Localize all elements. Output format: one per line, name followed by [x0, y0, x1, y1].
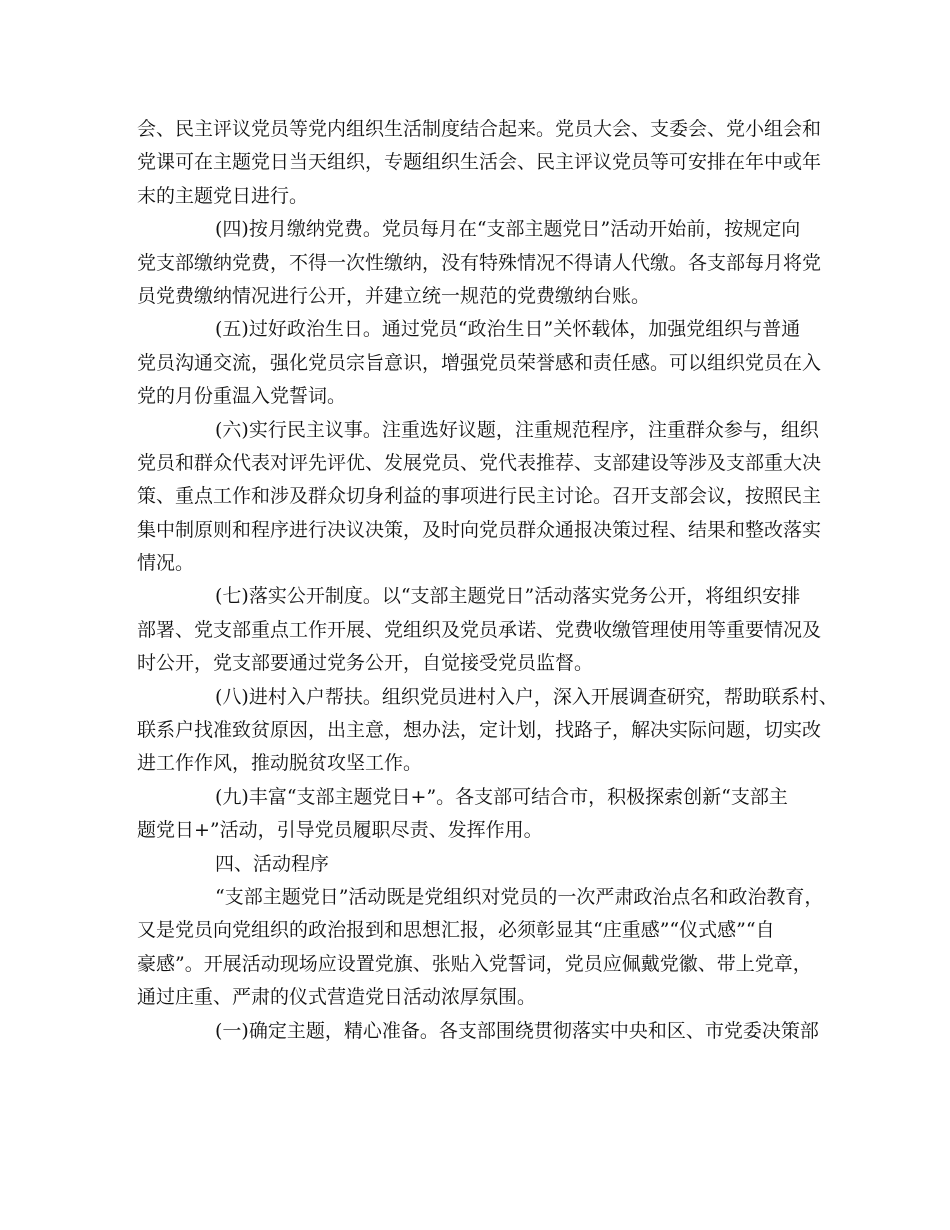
text-line: 通过庄重、严肃的仪式营造党日活动浓厚氛围。 [137, 986, 537, 1009]
text-line: 党的月份重温入党誓词。 [137, 385, 347, 408]
text-line: 党支部缴纳党费，不得一次性缴纳，没有特殊情况不得请人代缴。各支部每月将党 [137, 251, 822, 274]
paragraph-start-line: “支部主题党日”活动既是党组织对党员的一次严肃政治点名和政治教育， [215, 885, 824, 908]
paragraph-start-line: (六)实行民主议事。注重选好议题，注重规范程序，注重群众参与，组织 [215, 418, 819, 441]
text-line: 豪感”。开展活动现场应设置党旗、张贴入党誓词，党员应佩戴党徽、带上党章， [137, 952, 812, 975]
text-line: 集中制原则和程序进行决议决策，及时向党员群众通报决策过程、结果和整改落实 [137, 518, 822, 541]
paragraph-start-line: (八)进村入户帮扶。组织党员进村入户，深入开展调查研究，帮助联系村、 [215, 685, 838, 708]
text-line: 联系户找准致贫原因，出主意，想办法，定计划，找路子，解决实际问题，切实改 [137, 719, 822, 742]
text-line: 题党日+”活动，引导党员履职尽责、发挥作用。 [137, 819, 543, 842]
text-line: 时公开，党支部要通过党务公开，自觉接受党员监督。 [137, 652, 594, 675]
text-line: 进工作作风，推动脱贫攻坚工作。 [137, 752, 423, 775]
paragraph-start-line: (一)确定主题，精心准备。各支部围绕贯彻落实中央和区、市党委决策部 [215, 1019, 819, 1042]
text-line: 党课可在主题党日当天组织，专题组织生活会、民主评议党员等可安排在年中或年 [137, 151, 822, 174]
paragraph-start-line: (七)落实公开制度。以“支部主题党日”活动落实党务公开，将组织安排 [215, 585, 801, 608]
text-line: 员党费缴纳情况进行公开，并建立统一规范的党费缴纳台账。 [137, 284, 651, 307]
text-line: 部署、党支部重点工作开展、党组织及党员承诺、党费收缴管理使用等重要情况及 [137, 618, 822, 641]
text-line: 情况。 [137, 552, 195, 575]
text-line: 末的主题党日进行。 [137, 184, 309, 207]
document-body [137, 113, 838, 1048]
paragraph-start-line: (五)过好政治生日。通过党员“政治生日”关怀载体，加强党组织与普通 [215, 318, 801, 341]
text-line: 策、重点工作和涉及群众切身利益的事项进行民主讨论。召开支部会议，按照民主 [137, 485, 822, 508]
text-line: 会、民主评议党员等党内组织生活制度结合起来。党员大会、支委会、党小组会和 [137, 118, 822, 140]
section-heading: 四、活动程序 [215, 852, 330, 875]
paragraph-start-line: (九)丰富“支部主题党日+”。各支部可结合市，积极探索创新“支部主 [215, 785, 788, 808]
text-line: 党员和群众代表对评先评优、发展党员、党代表推荐、支部建设等涉及支部重大决 [137, 451, 822, 474]
text-line: 又是党员向党组织的政治报到和思想汇报，必须彰显其“庄重感”“仪式感”“自 [137, 919, 775, 942]
paragraph-start-line: (四)按月缴纳党费。党员每月在“支部主题党日”活动开始前，按规定向 [215, 218, 801, 241]
text-line: 党员沟通交流，强化党员宗旨意识，增强党员荣誉感和责任感。可以组织党员在入 [137, 351, 822, 374]
